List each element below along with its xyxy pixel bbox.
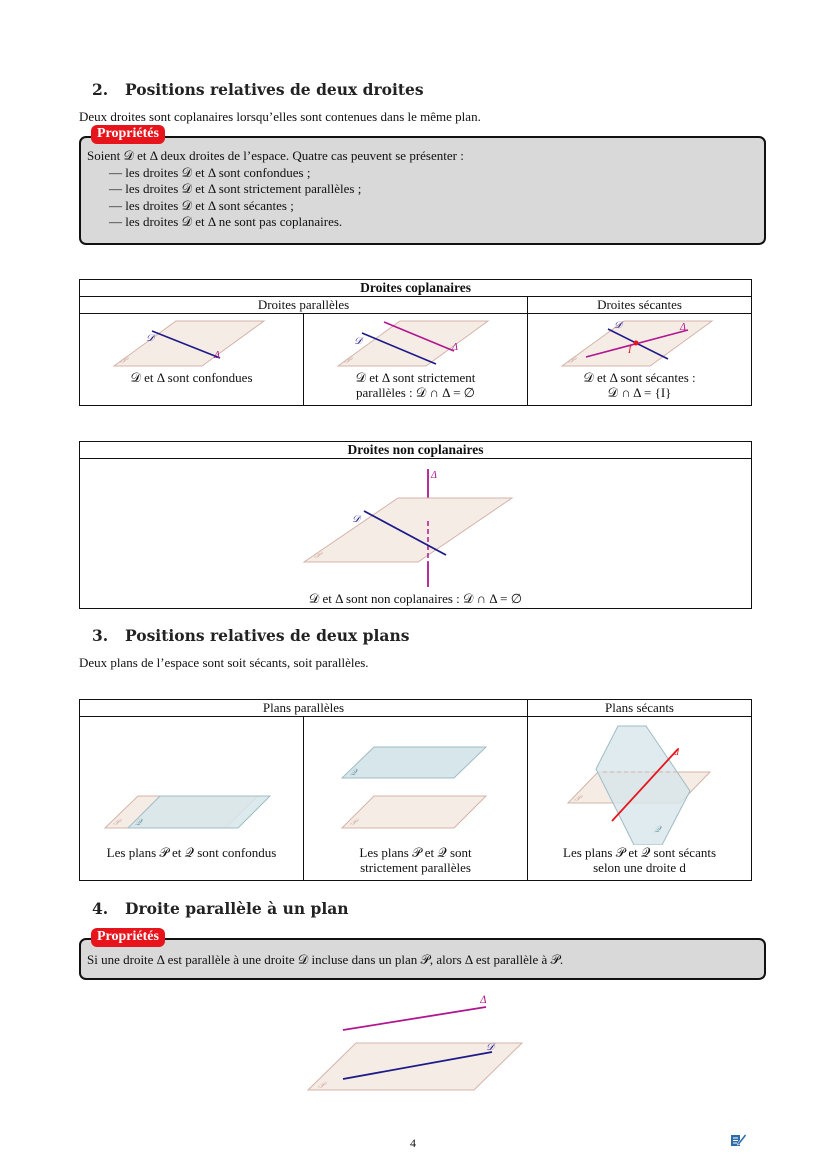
list-item: — les droites 𝒟 et Δ sont sécantes ; [109, 198, 464, 215]
section-4-title [92, 899, 349, 918]
caption-secant-2: 𝒟 ∩ Δ = {I} [607, 385, 672, 400]
group-header-parallel: Droites parallèles [80, 297, 528, 314]
figure-cell-planes-secant [528, 717, 752, 881]
section-number: 3. [92, 626, 109, 645]
label-D: 𝒟 [352, 514, 360, 525]
plane-P [342, 796, 486, 828]
planes-table [79, 699, 752, 881]
label-Q: 𝒬 [350, 767, 357, 777]
label-Delta: Δ [214, 350, 220, 361]
section-3-title [92, 626, 409, 645]
pen-paper-icon [729, 1131, 747, 1148]
coplanar-lines-table [79, 279, 752, 406]
line-Delta [343, 1007, 486, 1030]
label-Delta: Δ [680, 322, 686, 333]
group-header-secant-planes: Plans sécants [528, 700, 752, 717]
section-heading: Droite parallèle à un plan [125, 899, 349, 918]
section-3-intro: Deux plans de l’espace sont soit sécants, soit parallèles. [79, 655, 369, 670]
plane-P [304, 498, 512, 562]
label-P: 𝒫 [344, 355, 351, 365]
list-item: — les droites 𝒟 et Δ ne sont pas coplanaires. [109, 214, 464, 231]
figure-cell-confondues [80, 314, 304, 406]
table-title: Droites non coplanaires [80, 442, 752, 459]
section-number: 4. [92, 899, 109, 918]
figure-secant [528, 314, 750, 370]
figure-noncoplanar [80, 459, 750, 591]
section-number: 2. [92, 80, 109, 99]
label-I: I [628, 345, 632, 356]
label-P: 𝒫 [113, 817, 120, 827]
properties-box-parallel-plane [79, 938, 766, 980]
caption-planes-confondus: Les plans 𝒫 et 𝒬 sont confondus [106, 845, 277, 860]
figure-cell-secant [528, 314, 752, 406]
label-P: 𝒫 [318, 1081, 325, 1091]
label-P: 𝒫 [568, 355, 575, 365]
figure-line-parallel-plane [300, 990, 540, 1095]
intersection-point-I [634, 341, 639, 346]
label-D: 𝒟 [614, 320, 622, 331]
plane-Q [342, 747, 486, 778]
list-item: — les droites 𝒟 et Δ sont strictement parallèles ; [109, 181, 464, 198]
label-d: d [674, 747, 680, 758]
properties-content: Si une droite Δ est parallèle à une droite 𝒟 incluse dans un plan 𝒫, alors Δ est parallèle à 𝒫. [87, 952, 564, 967]
label-P: 𝒫 [574, 793, 581, 803]
label-D: 𝒟 [146, 333, 154, 344]
figure-cell-planes-confondus [80, 717, 304, 881]
properties-tag: Propriétés [91, 928, 165, 947]
plane-P [114, 321, 264, 366]
label-P: 𝒫 [314, 550, 321, 560]
figure-confondues [80, 314, 302, 370]
caption-planes-strict-2: strictement parallèles [360, 860, 471, 875]
figure-planes-strict [304, 717, 526, 845]
label-Delta: Δ [480, 995, 488, 1006]
section-2-intro: Deux droites sont coplanaires lorsqu’elles sont contenues dans le même plan. [79, 109, 481, 124]
label-Q: 𝒬 [654, 824, 661, 834]
figure-strict-parallel [304, 314, 526, 370]
label-P: 𝒫 [120, 355, 127, 365]
list-item: — les droites 𝒟 et Δ sont confondues ; [109, 165, 464, 182]
table-title: Droites coplanaires [80, 280, 752, 297]
properties-lead: Soient 𝒟 et Δ deux droites de l’espace. Quatre cas peuvent se présenter : [87, 148, 464, 163]
label-Q: 𝒬 [135, 817, 142, 827]
figure-cell-noncoplanar [80, 459, 752, 609]
figure-planes-confondus [80, 717, 302, 845]
section-2-title [92, 80, 424, 99]
label-Delta: Δ [431, 470, 437, 481]
caption-strict-2: parallèles : 𝒟 ∩ Δ = ∅ [356, 385, 475, 400]
plane-Q [596, 726, 690, 845]
caption-planes-secant-2: selon une droite d [593, 860, 686, 875]
caption-noncoplanar: 𝒟 et Δ sont non coplanaires : 𝒟 ∩ Δ = ∅ [308, 591, 523, 606]
caption-strict-1: 𝒟 et Δ sont strictement [355, 370, 476, 385]
label-D: 𝒟 [354, 336, 362, 347]
section-heading: Positions relatives de deux plans [125, 626, 410, 645]
figure-cell-planes-strict [304, 717, 528, 881]
noncoplanar-lines-table [79, 441, 752, 609]
caption-planes-secant-1: Les plans 𝒫 et 𝒬 sont sécants [563, 845, 717, 860]
group-header-secant: Droites sécantes [528, 297, 752, 314]
properties-tag: Propriétés [91, 125, 165, 144]
properties-box-lines [79, 136, 766, 245]
label-P: 𝒫 [350, 817, 357, 827]
caption-planes-strict-1: Les plans 𝒫 et 𝒬 sont [359, 845, 472, 860]
figure-cell-strict-parallel [304, 314, 528, 406]
label-D: 𝒟 [486, 1042, 494, 1053]
figure-planes-secant [528, 717, 750, 845]
group-header-parallel-planes: Plans parallèles [80, 700, 528, 717]
caption-secant-1: 𝒟 et Δ sont sécantes : [583, 370, 696, 385]
properties-list [87, 165, 464, 231]
section-heading: Positions relatives de deux droites [125, 80, 424, 99]
page-number: 4 [410, 1136, 416, 1150]
caption-confondues: 𝒟 et Δ sont confondues [130, 370, 253, 385]
label-Delta: Δ [452, 342, 458, 353]
properties-content [87, 148, 464, 231]
